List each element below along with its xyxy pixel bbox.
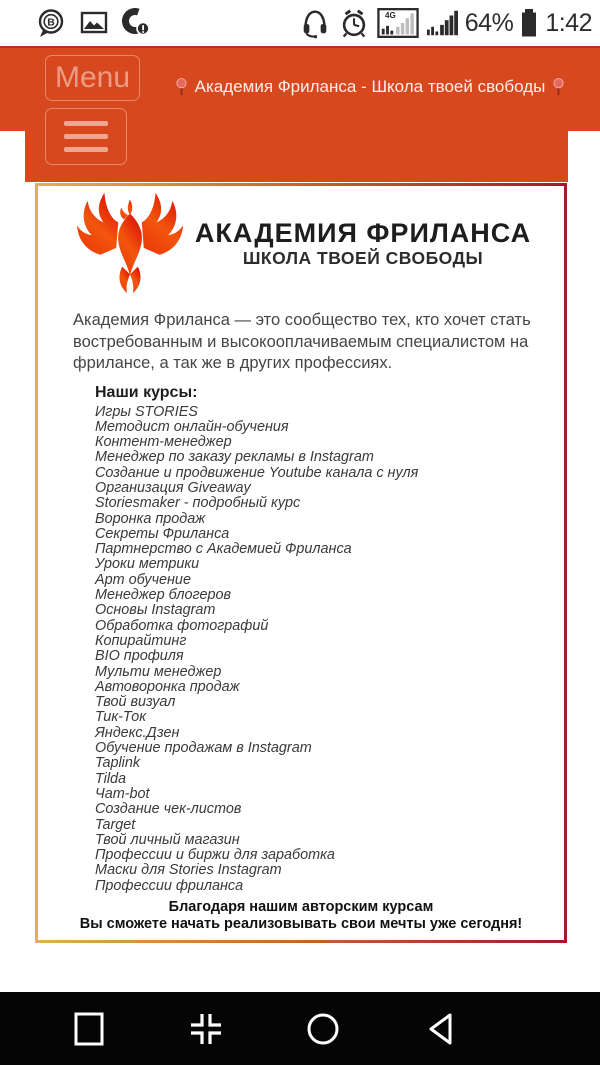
battery-percent: 64% — [464, 8, 514, 37]
course-item: Яндекс.Дзен — [95, 724, 180, 741]
course-item: Менеджер блогеров — [95, 587, 231, 604]
status-right-cluster — [299, 7, 592, 39]
browser-header — [0, 46, 600, 182]
menu-label: Menu — [54, 61, 131, 94]
site-title: Академия Фриланса - Школа твоей свободы — [194, 77, 546, 96]
alarm-clock-icon — [338, 7, 370, 39]
phoenix-logo — [71, 189, 189, 297]
sim1-signal-4g-icon — [377, 7, 419, 39]
course-item: Taplink — [95, 755, 141, 772]
course-item: Профессии фриланса — [95, 877, 244, 894]
site-title-bar — [150, 77, 590, 97]
course-item: Маски для Stories Instagram — [95, 862, 282, 879]
status-left-icons — [36, 8, 152, 38]
footer-line-1: Благодаря нашим авторским курсам — [168, 899, 434, 915]
gallery-icon — [79, 8, 109, 38]
data-saver-icon — [122, 8, 152, 38]
course-item: Создание чек-листов — [95, 801, 242, 818]
footer-line-2: Вы сможете начать реализовывать свои мечты уже сегодня! — [79, 916, 523, 932]
brand-text — [195, 218, 531, 269]
course-item: Tilda — [95, 770, 127, 787]
battery-icon — [520, 8, 538, 38]
svg-text:4G: 4G — [384, 11, 396, 21]
sim2-signal-icon — [426, 8, 458, 38]
course-item: Автоворонка продаж — [95, 678, 240, 695]
course-item: Обработка фотографий — [95, 617, 269, 634]
content-card — [35, 183, 567, 943]
svg-text:B: B — [47, 16, 55, 29]
course-item: Партнерство с Академией Фриланса — [95, 541, 352, 558]
brand-subtitle: ШКОЛА ТВОЕЙ СВОБОДЫ — [242, 247, 484, 268]
course-item: Воронка продаж — [95, 510, 206, 527]
recents-square-icon[interactable] — [72, 1011, 106, 1047]
back-triangle-icon[interactable] — [424, 1011, 458, 1047]
course-item: Профессии и биржи для заработка — [95, 847, 335, 864]
course-item: Создание и продвижение Youtube канала с нуля — [95, 464, 419, 481]
pin-icon — [553, 78, 564, 97]
card-footer — [38, 899, 564, 933]
collapse-nav-icon[interactable] — [188, 1011, 224, 1047]
course-item: Игры STORIES — [95, 403, 198, 420]
course-item: Твой личный магазин — [95, 831, 240, 848]
hamburger-icon — [64, 121, 108, 126]
clock: 1:42 — [545, 8, 592, 37]
course-item: Твой визуал — [95, 694, 176, 711]
course-item: Мульти менеджер — [95, 663, 222, 680]
brand-title: АКАДЕМИЯ ФРИЛАНСА — [194, 217, 532, 248]
courses-list — [95, 405, 564, 895]
android-nav-bar — [0, 992, 600, 1065]
course-item: Методист онлайн-обучения — [95, 418, 289, 435]
course-item: Target — [95, 816, 136, 833]
home-circle-icon[interactable] — [305, 1011, 341, 1047]
course-item: Уроки метрики — [95, 556, 200, 573]
course-item: Storiesmaker - подробный курс — [95, 495, 301, 512]
course-item: Основы Instagram — [95, 602, 216, 619]
chat-b-icon — [36, 8, 66, 38]
headset-icon — [299, 7, 331, 39]
course-item: Секреты Фриланса — [95, 525, 230, 542]
course-item: Арт обучение — [95, 571, 191, 588]
course-item: Менеджер по заказу рекламы в Instagram — [95, 449, 374, 466]
course-item: Чат-bot — [95, 785, 150, 802]
brand-header — [38, 188, 564, 298]
course-item: Тик-Ток — [95, 709, 147, 726]
about-paragraph: Академия Фриланса — это сообщество тех, кто хочет стать востребованным и высокооплачиваемым специалистом на фрилансе, а так же в других профессиях. — [73, 311, 531, 372]
course-item: Обучение продажам в Instagram — [95, 740, 312, 757]
status-bar — [0, 0, 600, 46]
course-item: BIO профиля — [95, 648, 184, 665]
courses-heading: Наши курсы: — [95, 383, 198, 401]
pin-icon — [176, 78, 187, 97]
course-item: Копирайтинг — [95, 632, 187, 649]
course-item: Организация Giveaway — [95, 479, 251, 496]
course-item: Контент-менеджер — [95, 434, 232, 451]
hamburger-menu-button[interactable] — [45, 108, 127, 165]
menu-button[interactable] — [45, 55, 140, 101]
